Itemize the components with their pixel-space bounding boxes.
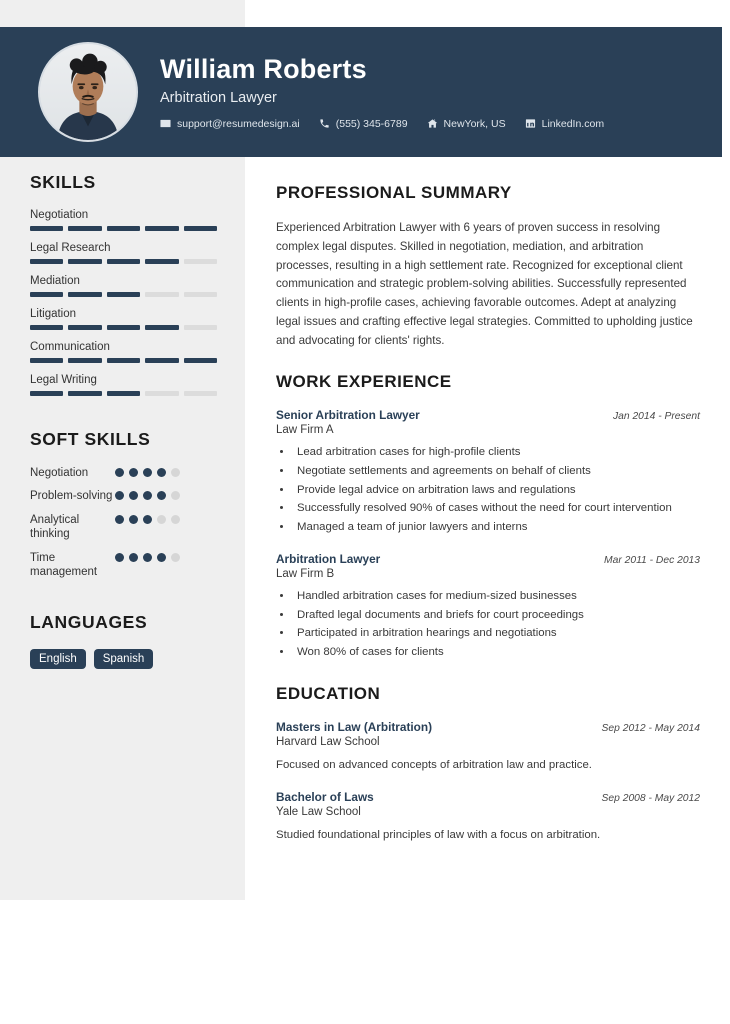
skill-item <box>30 209 217 231</box>
education-list <box>276 720 700 844</box>
education-date-range: Sep 2008 - May 2012 <box>601 792 700 804</box>
education-heading: EDUCATION <box>276 683 381 703</box>
skill-bar-segment <box>107 226 140 231</box>
skill-bar-segment <box>68 325 101 330</box>
job-bullet: • Drafted legal documents and briefs for court proceedings <box>293 607 700 625</box>
skill-bar-segment <box>184 325 217 330</box>
rating-dot <box>157 491 166 500</box>
skill-bar-segment <box>145 391 178 396</box>
rating-dot <box>115 468 124 477</box>
avatar <box>38 42 138 142</box>
soft-skill-label: Negotiation <box>30 467 89 479</box>
skill-bar-segment <box>184 292 217 297</box>
job-bullet-list <box>293 444 700 536</box>
job-bullet: • Lead arbitration cases for high-profile clients <box>293 444 700 462</box>
envelope-icon <box>160 118 171 129</box>
education-entry <box>276 720 700 774</box>
rating-dot <box>129 468 138 477</box>
skill-bar-segment <box>107 292 140 297</box>
skill-item <box>30 275 217 297</box>
rating-dot <box>157 468 166 477</box>
skill-label: Legal Writing <box>30 374 97 386</box>
skill-bar <box>30 358 217 363</box>
skill-bar-segment <box>145 259 178 264</box>
skill-bar-segment <box>107 325 140 330</box>
job-bullet: • Handled arbitration cases for medium-sized businesses <box>293 588 700 606</box>
skill-bar-segment <box>145 325 178 330</box>
languages-list <box>30 649 217 669</box>
contact-location[interactable] <box>427 118 506 130</box>
skill-bar-segment <box>184 391 217 396</box>
job-bullet: • Participated in arbitration hearings and negotiations <box>293 625 700 643</box>
skill-bar <box>30 391 217 396</box>
skill-bar <box>30 259 217 264</box>
profile-photo-illustration <box>40 44 136 140</box>
rating-dot <box>157 515 166 524</box>
education-description: Focused on advanced concepts of arbitration law and practice. <box>276 758 592 771</box>
soft-skill-rating <box>115 489 181 500</box>
skill-bar-segment <box>30 358 63 363</box>
rating-dot <box>143 468 152 477</box>
soft-skill-label: Problem-solving <box>30 490 113 503</box>
soft-skill-rating <box>115 551 181 562</box>
languages-heading: LANGUAGES <box>30 612 148 633</box>
job-bullet: • Provide legal advice on arbitration laws and regulations <box>293 482 700 500</box>
rating-dot <box>171 491 180 500</box>
rating-dot <box>115 515 124 524</box>
skill-bar-segment <box>68 226 101 231</box>
skills-heading: SKILLS <box>30 172 96 192</box>
degree-title: Bachelor of Laws <box>276 789 374 804</box>
contact-linkedin-label: LinkedIn.com <box>541 117 605 130</box>
skill-bar-segment <box>107 391 140 396</box>
summary-section <box>276 183 700 350</box>
experience-entry <box>276 408 700 536</box>
resume-header <box>0 27 722 157</box>
job-role: Arbitration Lawyer <box>160 89 277 106</box>
skill-label: Negotiation <box>30 209 89 221</box>
job-date-range: Mar 2011 - Dec 2013 <box>604 554 700 566</box>
rating-dot <box>115 553 124 562</box>
job-bullet-list <box>293 588 700 662</box>
page-title: William Roberts <box>160 54 367 85</box>
skill-label: Litigation <box>30 308 77 320</box>
skill-bar-segment <box>184 226 217 231</box>
rating-dot <box>143 553 152 562</box>
company-name: Law Firm A <box>276 424 334 437</box>
job-bullet: • Won 80% of cases for clients <box>293 644 700 662</box>
skill-bar-segment <box>30 259 63 264</box>
skill-item <box>30 242 217 264</box>
job-bullet: • Negotiate settlements and agreements on behalf of clients <box>293 463 700 481</box>
contact-email-label: support@resumedesign.ai <box>177 117 300 130</box>
sidebar <box>0 172 245 669</box>
education-entry-header <box>276 790 700 804</box>
soft-skill-rating <box>115 466 181 477</box>
skill-bar-segment <box>30 226 63 231</box>
contact-list <box>160 118 604 130</box>
rating-dot <box>171 553 180 562</box>
skill-bar <box>30 292 217 297</box>
contact-location-label: NewYork, US <box>443 117 506 130</box>
experience-entry-header <box>276 408 700 422</box>
skill-bar-segment <box>184 259 217 264</box>
main-column <box>276 183 700 866</box>
rating-dot <box>171 468 180 477</box>
rating-dot <box>157 553 166 562</box>
experience-heading: WORK EXPERIENCE <box>276 372 452 392</box>
language-badge[interactable]: Spanish <box>94 649 154 669</box>
job-date-range: Jan 2014 - Present <box>612 411 700 423</box>
rating-dot <box>129 553 138 562</box>
contact-phone[interactable] <box>319 118 408 130</box>
education-entry <box>276 790 700 844</box>
phone-icon <box>319 118 330 129</box>
education-date-range: Sep 2012 - May 2014 <box>601 722 700 734</box>
job-title: Arbitration Lawyer <box>276 551 381 566</box>
skills-list <box>30 209 217 396</box>
skill-item <box>30 374 217 396</box>
linkedin-icon <box>525 118 536 129</box>
skill-bar <box>30 226 217 231</box>
skill-bar-segment <box>107 358 140 363</box>
job-title: Senior Arbitration Lawyer <box>276 408 420 423</box>
skill-bar-segment <box>30 325 63 330</box>
soft-skill-item <box>30 513 217 542</box>
skill-label: Mediation <box>30 275 80 287</box>
skill-label: Communication <box>30 341 110 353</box>
skill-bar-segment <box>68 358 101 363</box>
education-section <box>276 684 700 844</box>
school-name: Yale Law School <box>276 805 361 818</box>
experience-list <box>276 408 700 661</box>
skill-bar-segment <box>145 292 178 297</box>
soft-skill-rating <box>115 513 181 524</box>
skill-bar-segment <box>145 226 178 231</box>
contact-email[interactable] <box>160 118 300 130</box>
rating-dot <box>143 491 152 500</box>
skill-bar-segment <box>68 292 101 297</box>
soft-skill-label: Analytical thinking <box>30 513 80 541</box>
rating-dot <box>129 515 138 524</box>
skill-item <box>30 341 217 363</box>
experience-entry-header <box>276 552 700 566</box>
skill-bar-segment <box>30 391 63 396</box>
education-entry-header <box>276 720 700 734</box>
home-icon <box>427 118 438 129</box>
job-bullet: • Successfully resolved 90% of cases without the need for court intervention <box>293 500 700 518</box>
skill-item <box>30 308 217 330</box>
summary-text: Experienced Arbitration Lawyer with 6 years of proven success in resolving complex legal disputes. Skilled in negotiation, mediation, and arbitration processes, resulting in a high settlement rate. Recognized for exceptional client communication and strategic problem-solving abilities. Successfully represented clients in high-profile cases, achieving favorable outcomes. Adept at analyzing legal issues and crafting effective legal strategies. Committed to upholding justice and advocating for clients' rights. <box>276 221 693 347</box>
skill-bar-segment <box>30 292 63 297</box>
skill-bar <box>30 325 217 330</box>
skill-bar-segment <box>145 358 178 363</box>
rating-dot <box>143 515 152 524</box>
soft-skills-heading: SOFT SKILLS <box>30 429 151 449</box>
experience-section <box>276 372 700 661</box>
skill-bar-segment <box>68 259 101 264</box>
contact-linkedin[interactable] <box>525 118 604 130</box>
job-bullet: • Managed a team of junior lawyers and interns <box>293 519 700 537</box>
header-text-block <box>160 54 604 129</box>
skill-bar-segment <box>107 259 140 264</box>
skill-bar-segment <box>68 391 101 396</box>
soft-skill-item <box>30 466 217 480</box>
soft-skills-list <box>30 466 217 579</box>
experience-entry <box>276 552 700 662</box>
soft-skill-item <box>30 489 217 503</box>
language-badge[interactable]: English <box>30 649 86 669</box>
school-name: Harvard Law School <box>276 735 380 748</box>
skill-bar-segment <box>184 358 217 363</box>
degree-title: Masters in Law (Arbitration) <box>276 719 432 734</box>
rating-dot <box>171 515 180 524</box>
rating-dot <box>129 491 138 500</box>
education-description: Studied foundational principles of law with a focus on arbitration. <box>276 828 601 841</box>
summary-heading: PROFESSIONAL SUMMARY <box>276 183 512 202</box>
rating-dot <box>115 491 124 500</box>
company-name: Law Firm B <box>276 567 335 580</box>
skill-label: Legal Research <box>30 242 111 254</box>
soft-skill-item <box>30 551 217 580</box>
soft-skill-label: Time management <box>30 551 98 578</box>
contact-phone-label: (555) 345-6789 <box>335 117 408 130</box>
